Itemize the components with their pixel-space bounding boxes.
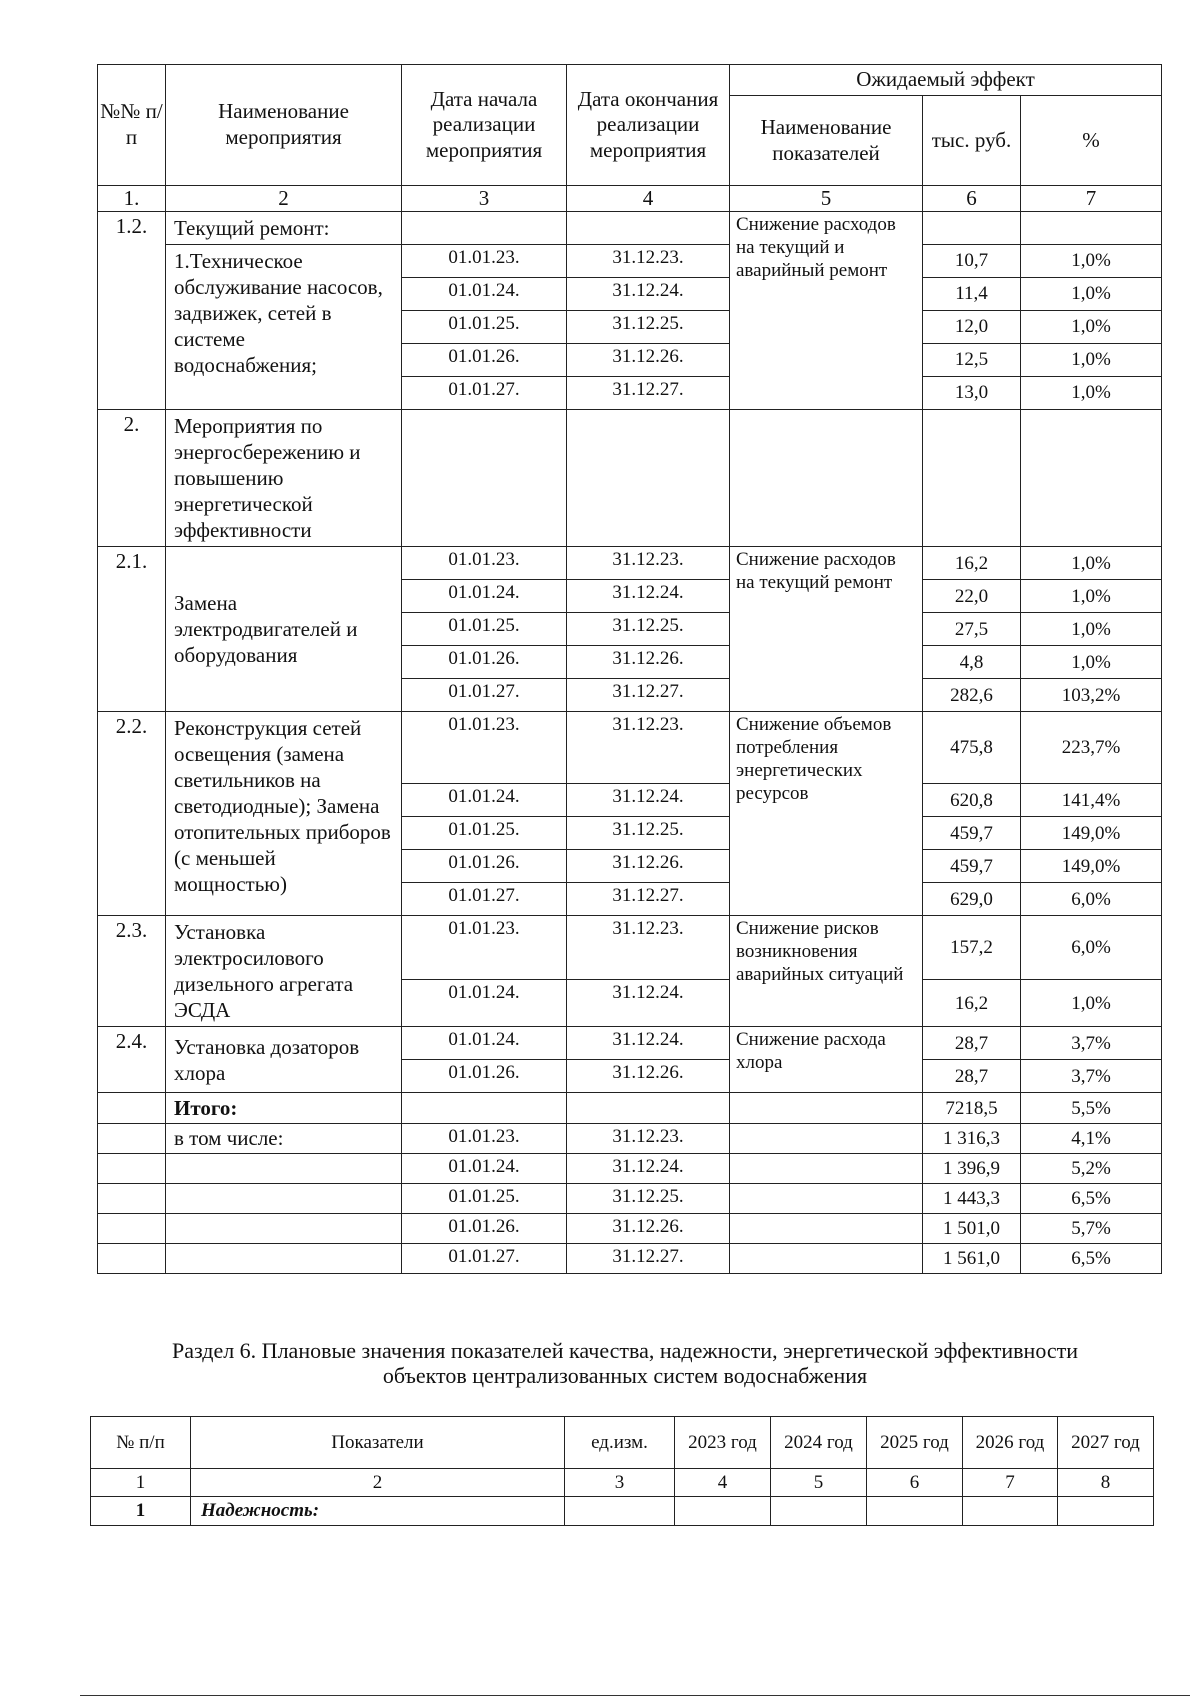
value-percent: 1,0% [1021,580,1162,613]
col-number: 2 [166,186,402,212]
value-percent: 6,5% [1021,1184,1162,1214]
end-date: 31.12.27. [567,883,730,916]
value-thousand-rub: 282,6 [923,679,1021,712]
header-year-2027: 2027 год [1058,1417,1154,1469]
table-row [98,212,1162,245]
end-date: 31.12.23. [567,1124,730,1154]
total-percent: 5,5% [1021,1093,1162,1124]
value-percent: 5,2% [1021,1154,1162,1184]
start-date: 01.01.25. [402,1184,567,1214]
total-row [98,1093,1162,1124]
including-label: в том числе: [166,1124,402,1154]
col-number: 4 [675,1469,771,1497]
value-percent: 3,7% [1021,1027,1162,1060]
table-row [98,712,1162,784]
col-number: 5 [771,1469,867,1497]
row-number: 1 [91,1497,191,1526]
table-row [98,245,1162,278]
value-percent: 1,0% [1021,311,1162,344]
start-date: 01.01.26. [402,850,567,883]
value-percent: 103,2% [1021,679,1162,712]
table-row [98,1027,1162,1060]
start-date: 01.01.24. [402,980,567,1027]
start-date: 01.01.27. [402,883,567,916]
value-percent: 1,0% [1021,646,1162,679]
value-percent: 1,0% [1021,344,1162,377]
header-year-2023: 2023 год [675,1417,771,1469]
start-date: 01.01.24. [402,580,567,613]
table-row [98,1244,1162,1274]
start-date: 01.01.25. [402,613,567,646]
col-number: 1 [91,1469,191,1497]
row-number: 2. [98,410,166,547]
value-thousand-rub: 28,7 [923,1060,1021,1093]
col-number: 8 [1058,1469,1154,1497]
row-number: 2.2. [98,712,166,916]
end-date: 31.12.26. [567,850,730,883]
header-year-2025: 2025 год [867,1417,963,1469]
activity-name: 1.Техническое обслуживание насосов, задвижек, сетей в системе водоснабжения; [166,245,402,410]
value-thousand-rub: 27,5 [923,613,1021,646]
header-expected-effect: Ожидаемый эффект [730,65,1162,96]
value-percent: 1,0% [1021,547,1162,580]
section-title-line: Раздел 6. Плановые значения показателей качества, надежности, энергетической эффективности [171,1338,1079,1363]
effect-indicator: Снижение объемов потребления энергетических ресурсов [730,712,923,916]
start-date: 01.01.25. [402,817,567,850]
col-number: 7 [963,1469,1058,1497]
col-number: 1. [98,186,166,212]
start-date: 01.01.23. [402,916,567,980]
value-thousand-rub: 13,0 [923,377,1021,410]
end-date: 31.12.23. [567,712,730,784]
section-6-title [70,1338,1180,1389]
activity-name: Установка электросилового дизельного агрегата ЭСДА [166,916,402,1027]
value-thousand-rub: 4,8 [923,646,1021,679]
value-thousand-rub: 12,5 [923,344,1021,377]
value-thousand-rub: 459,7 [923,850,1021,883]
end-date: 31.12.24. [567,580,730,613]
end-date: 31.12.26. [567,646,730,679]
start-date: 01.01.23. [402,547,567,580]
row-number: 1.2. [98,212,166,410]
col-number: 2 [191,1469,565,1497]
start-date: 01.01.26. [402,1060,567,1093]
effect-indicator: Снижение рисков возникновения аварийных ситуаций [730,916,923,1027]
header-unit: ед.изм. [565,1417,675,1469]
numbering-row [91,1469,1154,1497]
table-row [98,410,1162,547]
value-percent: 4,1% [1021,1124,1162,1154]
col-number: 3 [565,1469,675,1497]
end-date: 31.12.26. [567,1214,730,1244]
table-row [98,1154,1162,1184]
end-date: 31.12.27. [567,679,730,712]
value-percent: 1,0% [1021,980,1162,1027]
start-date: 01.01.27. [402,679,567,712]
value-thousand-rub: 22,0 [923,580,1021,613]
activity-name: Замена электродвигателей и оборудования [166,547,402,712]
end-date: 31.12.25. [567,817,730,850]
start-date: 01.01.26. [402,1214,567,1244]
value-thousand-rub: 28,7 [923,1027,1021,1060]
section-title: Текущий ремонт: [166,212,402,245]
value-percent: 1,0% [1021,278,1162,311]
effect-indicator: Снижение расходов на текущий ремонт [730,547,923,712]
col-number: 5 [730,186,923,212]
end-date: 31.12.24. [567,1154,730,1184]
value-percent: 1,0% [1021,245,1162,278]
value-percent: 6,5% [1021,1244,1162,1274]
end-date: 31.12.24. [567,1027,730,1060]
table-row [98,1214,1162,1244]
table-row [98,916,1162,980]
end-date: 31.12.23. [567,916,730,980]
indicators-table [90,1416,1154,1526]
header-num: № п/п [91,1417,191,1469]
header-year-2026: 2026 год [963,1417,1058,1469]
value-percent: 1,0% [1021,613,1162,646]
header-thousand-rub: тыс. руб. [923,96,1021,186]
value-thousand-rub: 1 396,9 [923,1154,1021,1184]
row-number: 2.1. [98,547,166,712]
start-date: 01.01.24. [402,278,567,311]
col-number: 3 [402,186,567,212]
table-row [98,1184,1162,1214]
end-date: 31.12.24. [567,980,730,1027]
header-name: Наименование мероприятия [166,65,402,186]
activity-name: Установка дозаторов хлора [166,1027,402,1093]
value-thousand-rub: 11,4 [923,278,1021,311]
value-percent: 5,7% [1021,1214,1162,1244]
end-date: 31.12.25. [567,311,730,344]
value-percent: 141,4% [1021,784,1162,817]
col-number: 6 [923,186,1021,212]
end-date: 31.12.25. [567,1184,730,1214]
header-start-date: Дата начала реализации мероприятия [402,65,567,186]
header-indicators: Показатели [191,1417,565,1469]
start-date: 01.01.26. [402,344,567,377]
section-subtitle-line: объектов централизованных систем водоснабжения [382,1363,868,1389]
value-thousand-rub: 1 501,0 [923,1214,1021,1244]
activities-table [97,64,1162,1274]
end-date: 31.12.26. [567,1060,730,1093]
table-row [98,1124,1162,1154]
end-date: 31.12.24. [567,784,730,817]
value-thousand-rub: 620,8 [923,784,1021,817]
end-date: 31.12.27. [567,1244,730,1274]
value-thousand-rub: 16,2 [923,547,1021,580]
header-num: №№ п/п [98,65,166,186]
indicator-name: Надежность: [191,1497,565,1526]
start-date: 01.01.23. [402,1124,567,1154]
value-percent: 223,7% [1021,712,1162,784]
header-percent: % [1021,96,1162,186]
value-percent: 149,0% [1021,817,1162,850]
start-date: 01.01.27. [402,377,567,410]
end-date: 31.12.27. [567,377,730,410]
activity-name: Реконструкция сетей освещения (замена светильников на светодиодные); Замена отопительных приборов (с меньшей мощностью) [166,712,402,916]
value-percent: 6,0% [1021,916,1162,980]
value-thousand-rub: 16,2 [923,980,1021,1027]
header-end-date: Дата окончания реализации мероприятия [567,65,730,186]
value-thousand-rub: 1 443,3 [923,1184,1021,1214]
total-label: Итого: [166,1093,402,1124]
value-thousand-rub: 475,8 [923,712,1021,784]
value-percent: 3,7% [1021,1060,1162,1093]
page-bottom-rule [80,1695,1190,1696]
end-date: 31.12.23. [567,245,730,278]
total-thousand-rub: 7218,5 [923,1093,1021,1124]
value-percent: 149,0% [1021,850,1162,883]
start-date: 01.01.27. [402,1244,567,1274]
value-thousand-rub: 1 316,3 [923,1124,1021,1154]
value-thousand-rub: 629,0 [923,883,1021,916]
numbering-row [98,186,1162,212]
col-number: 7 [1021,186,1162,212]
start-date: 01.01.23. [402,245,567,278]
value-thousand-rub: 459,7 [923,817,1021,850]
start-date: 01.01.23. [402,712,567,784]
value-percent: 6,0% [1021,883,1162,916]
end-date: 31.12.26. [567,344,730,377]
end-date: 31.12.24. [567,278,730,311]
row-number: 2.3. [98,916,166,1027]
row-number: 2.4. [98,1027,166,1093]
end-date: 31.12.25. [567,613,730,646]
start-date: 01.01.24. [402,1154,567,1184]
header-year-2024: 2024 год [771,1417,867,1469]
value-percent: 1,0% [1021,377,1162,410]
start-date: 01.01.24. [402,784,567,817]
effect-indicator: Снижение расхода хлора [730,1027,923,1093]
start-date: 01.01.24. [402,1027,567,1060]
col-number: 4 [567,186,730,212]
value-thousand-rub: 1 561,0 [923,1244,1021,1274]
value-thousand-rub: 10,7 [923,245,1021,278]
col-number: 6 [867,1469,963,1497]
value-thousand-rub: 157,2 [923,916,1021,980]
start-date: 01.01.25. [402,311,567,344]
header-indicator: Наименование показателей [730,96,923,186]
start-date: 01.01.26. [402,646,567,679]
table-row [98,547,1162,580]
value-thousand-rub: 12,0 [923,311,1021,344]
table-row [91,1497,1154,1526]
end-date: 31.12.23. [567,547,730,580]
header-row [91,1417,1154,1469]
activity-name: Мероприятия по энергосбережению и повышению энергетической эффективности [166,410,402,547]
effect-indicator: Снижение расходов на текущий и аварийный ремонт [730,212,923,410]
